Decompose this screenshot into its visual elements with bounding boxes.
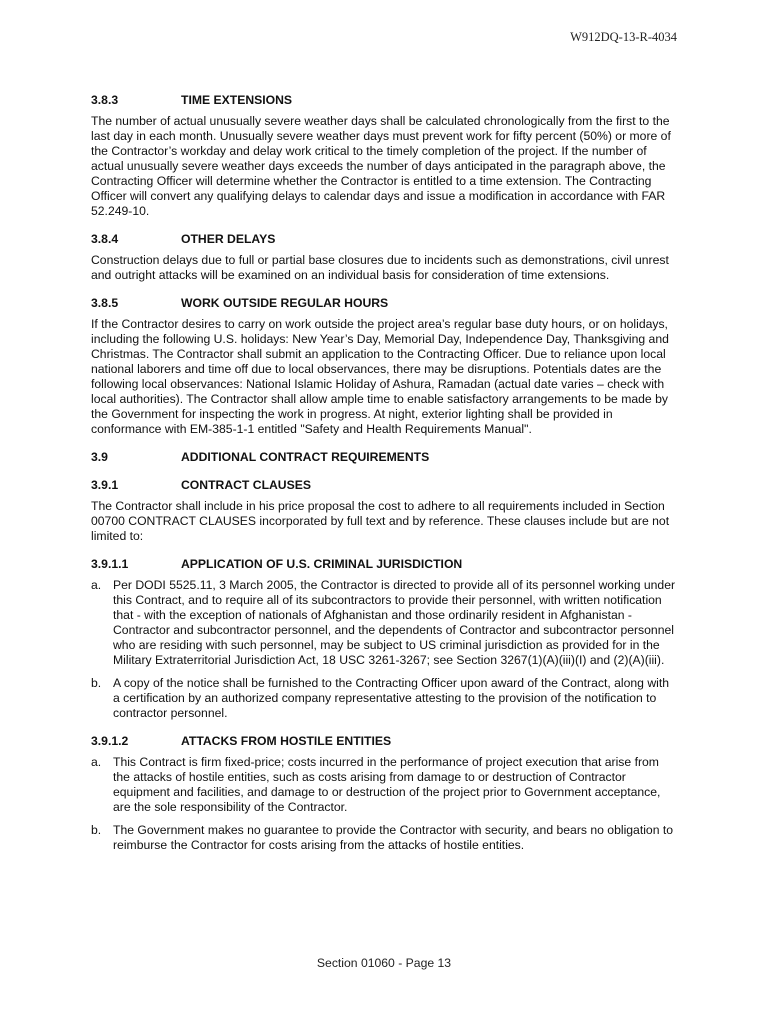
section-title: TIME EXTENSIONS [181,93,293,107]
section-heading [91,92,679,108]
section-heading [91,477,679,493]
section-title: OTHER DELAYS [181,232,276,246]
section-title: CONTRACT CLAUSES [181,478,311,492]
section-heading [91,231,679,247]
list-text: A copy of the notice shall be furnished to the Contracting Officer upon award of the Contract, along with a certification by an authorized company representative attesting to the provision of the notification to contractor personnel. [113,676,669,720]
section-title: ATTACKS FROM HOSTILE ENTITIES [181,734,392,748]
paragraph: The number of actual unusually severe weather days shall be calculated chronologically from the first to the last day in each month. Unusually severe weather days must prevent work for fifty percent (50%) or more of the Contractor’s workday and delay work critical to the timely completion of the project. If the number of actual unusually severe weather days exceeds the number of days anticipated in the paragraph above, the Contracting Officer will determine whether the Contractor is entitled to a time extension. The Contracting Officer will convert any qualifying delays to calendar days and issue a modification in accordance with FAR 52.249-10. [91,114,671,218]
document-body [91,92,679,861]
section-number: 3.8.5 [91,296,119,310]
list-text: The Government makes no guarantee to provide the Contractor with security, and bears no obligation to reimburse the Contractor for costs arising from the attacks of hostile entities. [113,823,674,852]
list-item [91,676,679,721]
list-text: Per DODI 5525.11, 3 March 2005, the Contractor is directed to provide all of its personnel working under this Contract, and to require all of its subcontractors to provide their personnel, with written notification that - with the exception of nationals of Afghanistan and those ordinarily resident in Afghanistan - Contractor and subcontractor personnel, and the dependents of Contractor and subcontractor personnel who are residing with such personnel, may be subject to US criminal jurisdiction as provided for in the Military Extraterritorial Jurisdiction Act, 18 USC 3261-3267; see Section 3267(1)(A)(iii)(I) and (2)(A)(iii). [113,578,676,667]
section-number: 3.8.3 [91,93,119,107]
section-title: APPLICATION OF U.S. CRIMINAL JURISDICTION [181,557,463,571]
page-footer: Section 01060 - Page 13 [316,956,452,970]
section-title: WORK OUTSIDE REGULAR HOURS [181,296,389,310]
list-marker: b. [91,676,102,690]
section-number: 3.9.1 [91,478,119,492]
section-heading [91,556,679,572]
paragraph: If the Contractor desires to carry on work outside the project area’s regular base duty hours, or on holidays, including the following U.S. holidays: New Year’s Day, Memorial Day, Independence Day, Thanksgiving and Christmas. The Contractor shall submit an application to the Contracting Officer. Due to reliance upon local national laborers and time off due to local observances, there may be disruptions. Potentials dates are the following local observances: National Islamic Holiday of Ashura, Ramadan (actual date varies – check with local authorities). The Contractor shall allow ample time to enable satisfactory arrangements to be made by the Government for inspecting the work in progress. At night, exterior lighting shall be provided in conformance with EM-385-1-1 entitled "Safety and Health Requirements Manual". [91,317,669,436]
section-number: 3.8.4 [91,232,119,246]
list-marker: a. [91,755,102,769]
section-number: 3.9 [91,450,108,464]
paragraph: Construction delays due to full or partial base closures due to incidents such as demonstrations, civil unrest and outright attacks will be examined on an individual basis for consideration of time extensions. [91,253,669,282]
list-text: This Contract is firm fixed-price; costs incurred in the performance of project execution that arise from the attacks of hostile entities, such as costs arising from damage to or destruction of Contractor equipment and facilities, and damage to or destruction of the project prior to Government acceptance, are the sole responsibility of the Contractor. [113,755,661,814]
list-item [91,755,679,815]
list-item [91,823,679,853]
section-heading [91,733,679,749]
list-marker: a. [91,578,102,592]
section-heading [91,449,679,465]
section-number: 3.9.1.2 [91,734,129,748]
section-heading [91,295,679,311]
list-item [91,578,679,668]
list-marker: b. [91,823,102,837]
paragraph: The Contractor shall include in his price proposal the cost to adhere to all requirements included in Section 00700 CONTRACT CLAUSES incorporated by full text and by reference. These clauses include but are not limited to: [91,499,670,543]
section-title: ADDITIONAL CONTRACT REQUIREMENTS [181,450,430,464]
section-number: 3.9.1.1 [91,557,129,571]
document-id: W912DQ-13-R-4034 [570,30,677,44]
